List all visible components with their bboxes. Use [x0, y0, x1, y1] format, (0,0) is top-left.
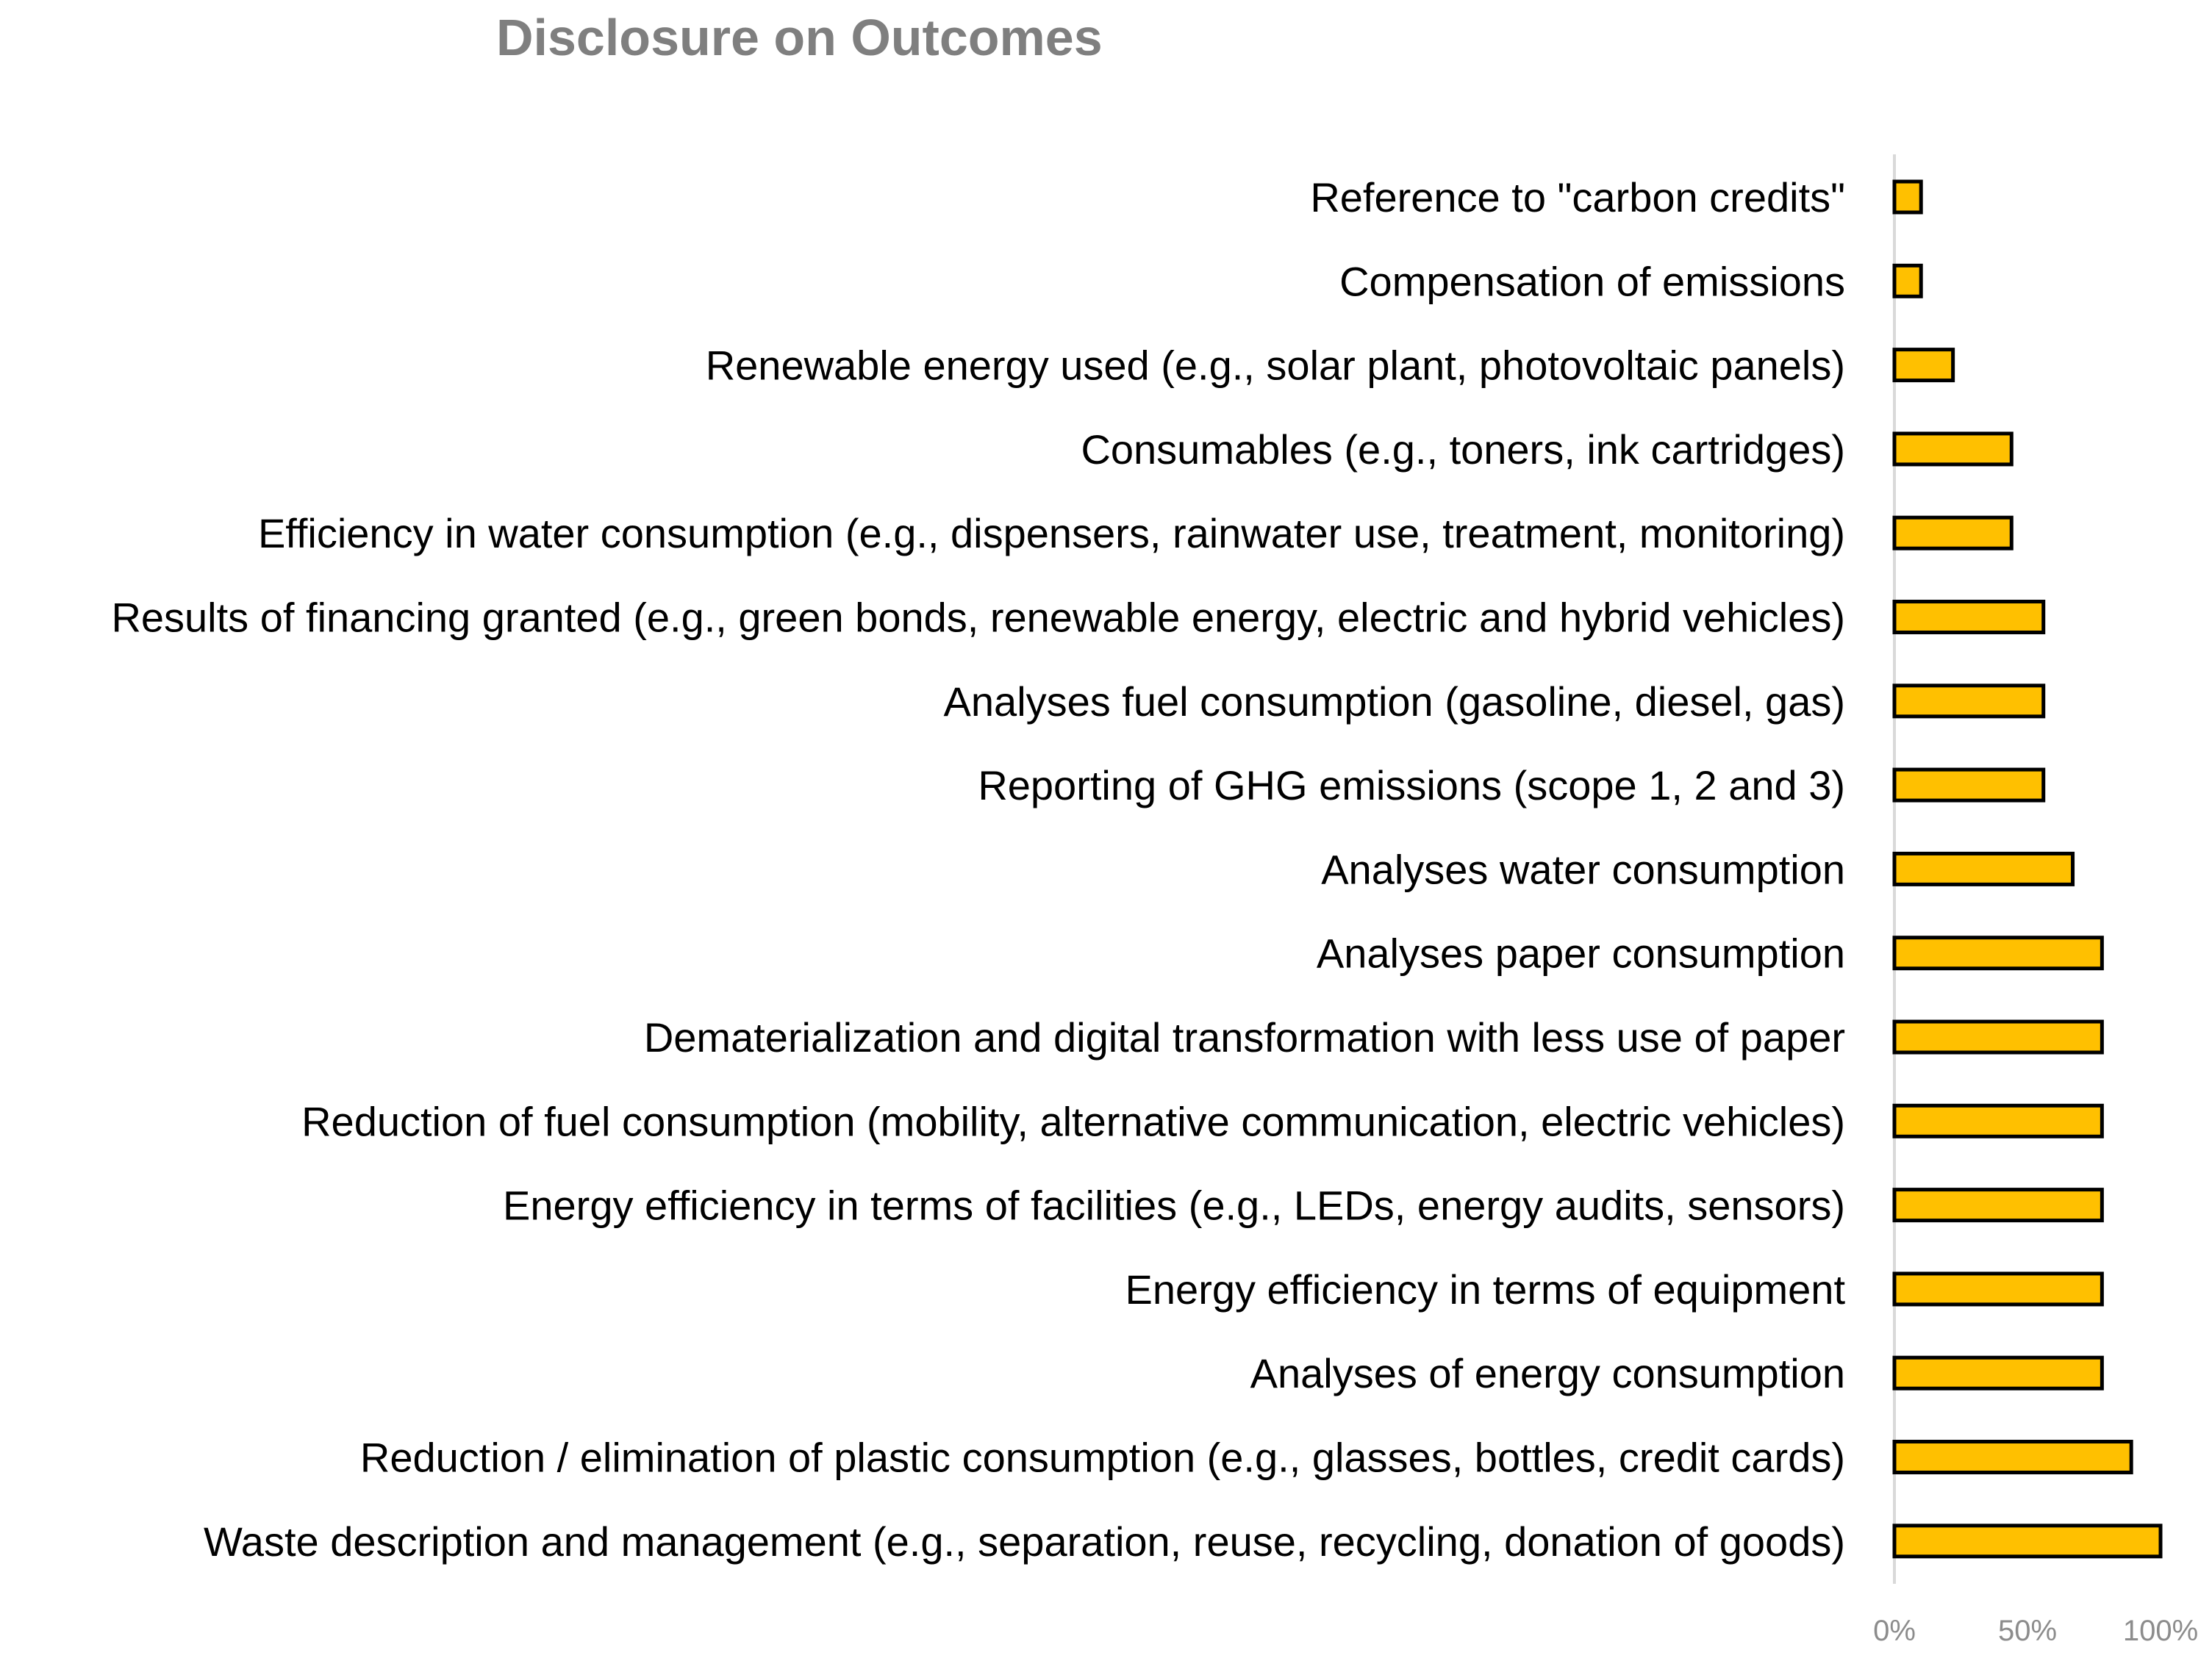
- bar: [1894, 517, 2011, 548]
- category-label: Results of financing granted (e.g., green bonds, renewable energy, electric and hybrid vehicles): [111, 594, 1845, 641]
- category-label: Reduction / elimination of plastic consumption (e.g., glasses, bottles, credit cards): [359, 1434, 1845, 1481]
- category-label: Renewable energy used (e.g., solar plant, photovoltaic panels): [705, 342, 1845, 389]
- bar: [1894, 686, 2044, 717]
- category-label: Energy efficiency in terms of facilities (e.g., LEDs, energy audits, sensors): [503, 1182, 1845, 1229]
- bar: [1894, 769, 2044, 800]
- bar: [1894, 1357, 2102, 1388]
- x-tick-label: 100%: [2122, 1615, 2199, 1647]
- category-label: Compensation of emissions: [1339, 258, 1845, 305]
- bar: [1894, 1105, 2102, 1136]
- category-label: Analyses fuel consumption (gasoline, diesel, gas): [943, 678, 1845, 725]
- bar: [1894, 1190, 2102, 1221]
- chart-title: Disclosure on Outcomes: [496, 9, 1103, 66]
- category-label: Waste description and management (e.g., separation, reuse, recycling, donation of goods): [204, 1518, 1845, 1565]
- bar: [1894, 434, 2011, 464]
- category-label: Energy efficiency in terms of equipment: [1125, 1266, 1845, 1313]
- bar: [1894, 1526, 2161, 1557]
- category-label: Consumables (e.g., toners, ink cartridges): [1081, 426, 1845, 473]
- category-label: Reduction of fuel consumption (mobility, alternative communication, electric vehicles): [301, 1098, 1845, 1145]
- bars-layer: [1894, 182, 2161, 1557]
- category-label: Dematerialization and digital transformation with less use of paper: [643, 1014, 1845, 1061]
- bar: [1894, 265, 1921, 296]
- x-axis-ticks: [1873, 1615, 2198, 1647]
- bar: [1894, 1022, 2102, 1052]
- bar: [1894, 350, 1953, 381]
- category-label: Efficiency in water consumption (e.g., dispensers, rainwater use, treatment, monitoring): [257, 510, 1845, 557]
- category-label: Reference to "carbon credits": [1310, 174, 1845, 220]
- bar: [1894, 602, 2044, 633]
- bar: [1894, 1442, 2131, 1473]
- bar: [1894, 1274, 2102, 1305]
- bar: [1894, 938, 2102, 969]
- bar: [1894, 853, 2073, 884]
- category-label: Analyses of energy consumption: [1250, 1350, 1845, 1397]
- category-label: Analyses paper consumption: [1316, 930, 1845, 977]
- bar: [1894, 182, 1921, 212]
- x-tick-label: 50%: [1997, 1615, 2058, 1647]
- category-labels: [111, 174, 1845, 1565]
- category-label: Reporting of GHG emissions (scope 1, 2 and 3): [978, 762, 1845, 809]
- x-tick-label: 0%: [1873, 1615, 1916, 1647]
- category-label: Analyses water consumption: [1321, 846, 1845, 893]
